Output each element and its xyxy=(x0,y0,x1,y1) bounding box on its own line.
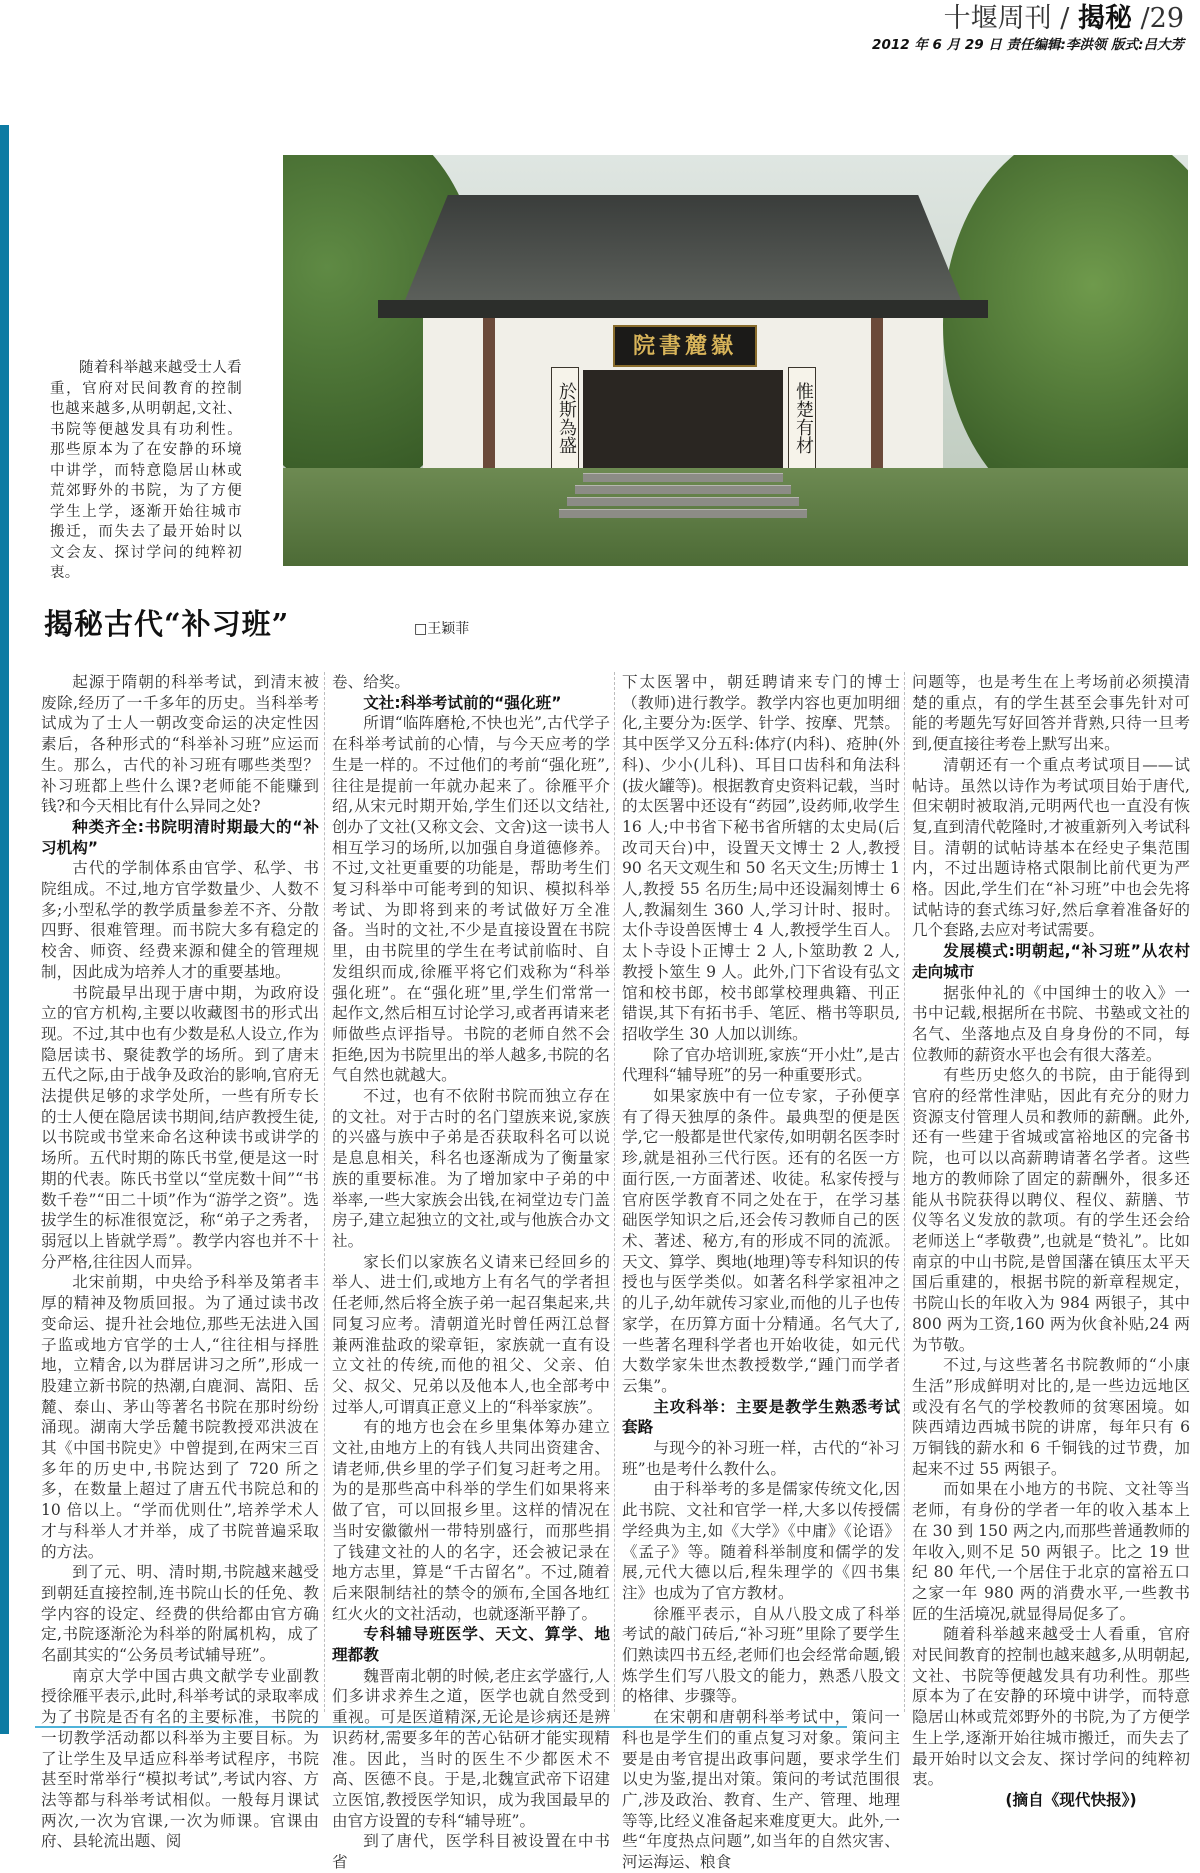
building-roof xyxy=(403,195,963,305)
caption-text: 随着科举越来越受士人看重，官府对民间教育的控制也越来越多,从明朝起,文社、书院等便越发具有功利性。那些原本为了在安静的环境中讲学，而特意隐居山林或荒郊野外的书院，为了方便学生上学，逐渐开始往城市搬迁，而失去了最开始时以文会友、探讨学问的纯粹初衷。 xyxy=(50,360,242,581)
stair-step xyxy=(559,509,807,518)
paragraph: 除了官办培训班,家族“开小灶”,是古代理科“辅导班”的另一种重要形式。 xyxy=(622,1045,900,1085)
building-eave xyxy=(378,300,988,318)
pillar xyxy=(483,318,495,468)
article-column-3 xyxy=(622,672,900,1873)
publication-name: 十堰周刊 xyxy=(943,3,1052,34)
section-heading: 主攻科举：主要是教学生熟悉考试套路 xyxy=(622,1397,900,1437)
section-heading: 文社:科举考试前的“强化班” xyxy=(363,693,562,712)
paragraph: 到了元、明、清时期,书院越来越受到朝廷直接控制,连书院山长的任免、教学内容的设定、经费的供给都由官方确定,书院逐渐沦为科举的附属机构，成了名副其实的“公务员考试辅导班”。 xyxy=(41,1563,319,1665)
paragraph: 据张仲礼的《中国绅士的收入》一书中记载,根据所在书院、书塾或文社的名气、坐落地点及自身身份的不同，每位教师的薪资水平也会有很大落差。 xyxy=(912,983,1190,1064)
column-divider xyxy=(904,672,905,1712)
column-divider xyxy=(324,672,325,1712)
paragraph: 由于科举考的多是儒家传统文化,因此书院、文社和官学一样,大多以传授儒学经典为主,如《大学》《中庸》《论语》《孟子》等。随着科举制度和儒学的发展,元代大德以后,程朱理学的《四书集注》也成为了官方教材。 xyxy=(622,1480,900,1602)
accent-bar xyxy=(0,125,9,1734)
paragraph: 清朝还有一个重点考试项目——试帖诗。虽然以诗作为考试项目始于唐代,但宋朝时被取消,元明两代也一直没有恢复,直到清代乾隆时,才被重新列入考试科目。清朝的试帖诗基本在经史子集范围内，不过出题诗格式限制比前代更为严格。因此,学生们在“补习班”中也会先将试帖诗的套式练习好,然后拿着准备好的几个套路,去应对考试需要。 xyxy=(912,755,1190,940)
stair-step xyxy=(583,473,783,482)
paragraph: 南京大学中国古典文献学专业副教授徐雁平表示,此时,科举考试的录取率成为了书院是否有名的主要标准，书院的一切教学活动都以科举为主要目标。为了让学生及早适应科举考试程序，书院甚至时常举行“模拟考试”,考试内容、方法等都与科举考试相似。一般每月课试两次,一次为官课,一次为师课。官课由府、县轮流出题、阅 xyxy=(41,1666,319,1851)
article-column-1 xyxy=(41,672,319,1852)
signboard: 院書麓嶽 xyxy=(613,325,757,367)
paragraph-continued: 下太医署中，朝廷聘请来专门的博士（教师)进行教学。教学内容也更加明细化,主要分为:医学、针学、按摩、咒禁。其中医学又分五科:体疗(内科)、疮肿(外科)、少小(儿科)、耳目口齿科和角法科(拔火罐等)。根据教育史资料记载，当时的太医署中还设有“药园”,设药师,收学生 16 人;中书省下秘书省所辖的太史局(后改司天台)中，设置天文博士 2 人,教授 90 名天文观生和 50 名天文生;历博士 1 人,教授 55 名历生;局中还设漏刻博士 6 人,教漏刻生 360 人,学习计时、报时。太仆寺设兽医博士 4 人,教授学生百人。太卜寺设卜正博士 2 人,卜筮助教 2 人,教授卜筮生 9 人。此外,门下省设有弘文馆和校书郎，校书郎掌校理典籍、刊正错误,其下有拓书手、笔匠、楷书等职员,招收学生 30 人加以训练。 xyxy=(622,673,900,1043)
paragraph: 书院最早出现于唐中期，为政府设立的官方机构,主要以收藏图书的形式出现。不过,其中也有少数是私人设立,作为隐居读书、聚徒教学的场所。到了唐末五代之际,由于战争及政治的影响,官府无法提供足够的求学处所，一些有所专长的士人便在隐居读书期间,结庐教授生徒,以书院或书堂来命名这种读书或讲学的场所。五代时期的陈氏书堂,便是这一时期的代表。陈氏书堂以“堂庑数十间”“书数千卷”“田二十顷”作为“游学之资”。选拔学生的标准很宽泛，称“弟子之秀者，弱冠以上皆就学焉”。教学内容也并不十分严格,往往因人而异。 xyxy=(41,983,319,1271)
byline: □王颖菲 xyxy=(414,621,470,637)
paragraph: 不过,与这些著名书院教师的“小康生活”形成鲜明对比的,是一些边远地区或没有名气的学校教师的贫寒困境。如陕西靖边西城书院的讲席，每年只有 6 万铜钱的薪水和 6 千铜钱的过节费，加起来不过 55 两银子。 xyxy=(912,1356,1190,1478)
masthead xyxy=(872,2,1184,54)
paragraph: 到了唐代，医学科目被设置在中书省 xyxy=(332,1832,610,1872)
masthead-separator: / xyxy=(1060,3,1070,34)
paragraph: 有的地方也会在乡里集体筹办建立文社,由地方上的有钱人共同出资建舍、请老师,供乡里的学子们复习赶考之用。为的是那些高中科举的学生们如果将来做了官，可以回报乡里。这样的情况在当时安徽徽州一带特别盛行，而那些捐了钱建文社的人的名字，还会被记录在地方志里，算是“千古留名”。不过,随着后来限制结社的禁令的颁布,全国各地红红火火的文社活动，也就逐渐平静了。 xyxy=(332,1418,610,1623)
paragraph: 与现今的补习班一样，古代的“补习班”也是考什么教什么。 xyxy=(622,1439,900,1478)
section-name: 揭秘 xyxy=(1077,3,1132,34)
paragraph: 如果家族中有一位专家，子孙便享有了得天独厚的条件。最典型的便是医学,它一般都是世代家传,如明朝名医李时珍,就是祖孙三代行医。还有的名医一方面行医,一方面著述、收徒。私家传授与官府医学教育不同之处在于，在学习基础医学知识之后,还会传习教师自己的医术、著述、秘方,有的形成不同的流派。天文、算学、舆地(地理)等专科知识的传授也与医学类似。如著名科学家祖冲之的儿子,幼年就传习家业,而他的儿子也传家学，在历算方面十分精通。名气大了,一些著名理科学者也开始收徒，如元代大数学家朱世杰教授数学,“踵门而学者云集”。 xyxy=(622,1087,900,1395)
paragraph: 魏晋南北朝的时候,老庄玄学盛行,人们多讲求养生之道，医学也就自然受到重视。可是医道精深,无论是诊病还是辨识药材,需要多年的苦心钻研才能实现精准。因此，当时的医生不少都医术不高、医德不良。于是,北魏宣武帝下诏建立医馆,教授医学知识，成为我国最早的由官方设置的专科“辅导班”。 xyxy=(332,1666,610,1830)
stair-step xyxy=(575,485,791,494)
paragraph: 而如果在小地方的书院、文社等当老师，有身份的学者一年的收入基本上在 30 到 150 两之内,而那些普通教师的年收入,则不足 50 两银子。比之 19 世纪 80 年代,一个居住于北京的富裕五口之家一年 980 两的消费水平,一些教书匠的生活境况,就显得局促多了。 xyxy=(912,1480,1190,1623)
bottom-rule xyxy=(35,1726,847,1728)
article-title: 揭秘古代“补习班” xyxy=(44,607,290,641)
paragraph: 随着科举越来越受士人看重，官府对民间教育的控制也越来越多,从明朝起,文社、书院等便越发具有功利性。那些原本为了在安静的环境中讲学，而特意隐居山林或荒郊野外的书院,为了方便学生上学,逐渐开始往城市搬迁，而失去了最开始时以文会友、探讨学问的纯粹初衷。 xyxy=(912,1625,1190,1789)
paragraph-continued: 卷、给奖。 xyxy=(332,673,410,691)
building-door xyxy=(583,370,783,470)
paragraph: 古代的学制体系由官学、私学、书院组成。不过,地方官学数量少、人数不多;小型私学的教学质量参差不齐、分散四野、很难管理。而书院大多有稳定的校舍、师资、经费来源和健全的管理规制，因此成为培养人才的重要基地。 xyxy=(41,859,319,981)
pillar xyxy=(871,318,883,468)
article-column-4 xyxy=(912,672,1190,1811)
paragraph: 在宋朝和唐朝科举考试中，策问一科也是学生们的重点复习对象。策问主要是由考官提出政事问题，要求学生们以史为鉴,提出对策。策问的考试范围很广,涉及政治、教育、生产、管理、地理等等,比经义准备起来难度更大。此外,一些“年度热点问题”,如当年的自然灾害、河运海运、粮食 xyxy=(622,1708,900,1872)
couplet-right: 惟楚有材 xyxy=(788,367,816,469)
paragraph: 徐雁平表示，自从八股文成了科举考试的敲门砖后,“补习班”里除了要学生们熟读四书五经,老师们也会经常命题,锻炼学生们写八股文的能力，熟悉八股文的格律、步骤等。 xyxy=(622,1604,900,1706)
paragraph-continued: 问题等，也是考生在上考场前必须摸清楚的重点，有的学生甚至会事先针对可能的考题先写好回答并背熟,只待一旦考到,便直接往考卷上默写出来。 xyxy=(912,673,1190,754)
section-heading: 种类齐全:书院明清时期最大的“补习机构” xyxy=(41,817,319,857)
couplet-left: 於斯為盛 xyxy=(551,367,579,469)
date-editor-line: 2012 年 6 月 29 日 责任编辑:李洪领 版式:吕大芳 xyxy=(872,37,1184,53)
paragraph: 北宋前期，中央给予科举及第者丰厚的精神及物质回报。为了通过读书改变命运、提升社会地位,那些无法进入国子监或地方官学的士人,“往往相与择胜地，立精舍,以为群居讲习之所”,形成一股建立新书院的热潮,白鹿洞、嵩阳、岳麓、泰山、茅山等著名书院在那时纷纷涌现。湖南大学岳麓书院教授邓洪波在其《中国书院史》中曾提到,在两宋三百多年的历史中,书院达到了 720 所之多，在数量上超过了唐五代书院总和的 10 倍以上。“学而优则仕”,培养学术人才与科举人才并举，成了书院普遍采取的方法。 xyxy=(41,1273,319,1561)
article-column-2 xyxy=(332,672,610,1873)
paragraph: 起源于隋朝的科举考试，到清末被废除,经历了一千多年的历史。当科举考试成为了士人一朝改变命运的决定性因素后，各种形式的“科举补习班”应运而生。那么，古代的补习班有哪些类型？补习班都上些什么课?老师能不能赚到钱?和今天相比有什么异同之处? xyxy=(41,673,319,816)
paragraph: 所谓“临阵磨枪,不快也光”,古代学子在科举考试前的心情，与今天应考的学生是一样的。不过他们的考前“强化班”,往往是提前一年就办起来了。徐雁平介绍,从宋元时期开始,学生们还以文结社,创办了文社(又称文会、文舍)这一读书人相互学习的场所,以加强自身道德修养。不过,文社更重要的功能是，帮助考生们复习科举中可能考到的知识、模拟科举考试、为即将到来的考试做好万全准备。当时的文社,不少是直接设置在书院里，由书院里的学生在考试前临时、自发组织而成,徐雁平将它们戏称为“科举强化班”。在“强化班”里,学生们常常一起作文,然后相互讨论学习,或者再请来老师做些点评指导。书院的老师自然不会拒绝,因为书院里出的举人越多,书院的名气自然也就越大。 xyxy=(332,714,610,1085)
page-number: /29 xyxy=(1140,3,1184,34)
photo-caption xyxy=(50,358,242,584)
paragraph: 有些历史悠久的书院，由于能得到官府的经常性津贴，因此有充分的财力资源支付管理人员和教师的薪酬。此外,还有一些建于省城或富裕地区的完备书院，也可以以高薪聘请著名学者。这些地方的教师除了固定的薪酬外，很多还能从书院获得以聘仪、程仪、薪膳、节仪等名义发放的款项。有的学生还会给老师送上“孝敬费”,也就是“贽礼”。比如南京的中山书院,是曾国藩在镇压太平天国后重建的，根据书院的新章程规定，书院山长的年收入为 984 两银子，其中 800 两为工资,160 两为伙食补贴,24 两为节敬。 xyxy=(912,1066,1190,1354)
source-credit: (摘自《现代快报》) xyxy=(1005,1790,1137,1809)
stair-step xyxy=(567,497,799,506)
section-heading: 发展模式:明朝起,“补习班”从农村走向城市 xyxy=(912,942,1190,981)
section-heading: 专科辅导班医学、天文、算学、地理都教 xyxy=(332,1625,610,1665)
masthead-title xyxy=(872,2,1184,36)
paragraph: 不过，也有不依附书院而独立存在的文社。对于古时的名门望族来说,家族的兴盛与族中子弟是否获取科名可以说是息息相关，科名也逐渐成为了衡量家族的重要标准。为了增加家中子弟的中举率,一些大家族会出钱,在祠堂边专门盖房子,建立起独立的文社,或与他族合办文社。 xyxy=(332,1087,610,1250)
paragraph: 家长们以家族名义请来已经回乡的举人、进士们,或地方上有名气的学者担任老师,然后将全族子弟一起召集起来,共同复习应考。清朝道光时曾任两江总督兼两淮盐政的梁章钜，家族就一直有设立文社的传统,而他的祖父、父亲、伯父、叔父、兄弟以及他本人,也全部考中过举人,可谓真正意义上的“科举家族”。 xyxy=(332,1252,610,1416)
article-photo xyxy=(283,155,1188,566)
column-divider xyxy=(614,672,615,1712)
